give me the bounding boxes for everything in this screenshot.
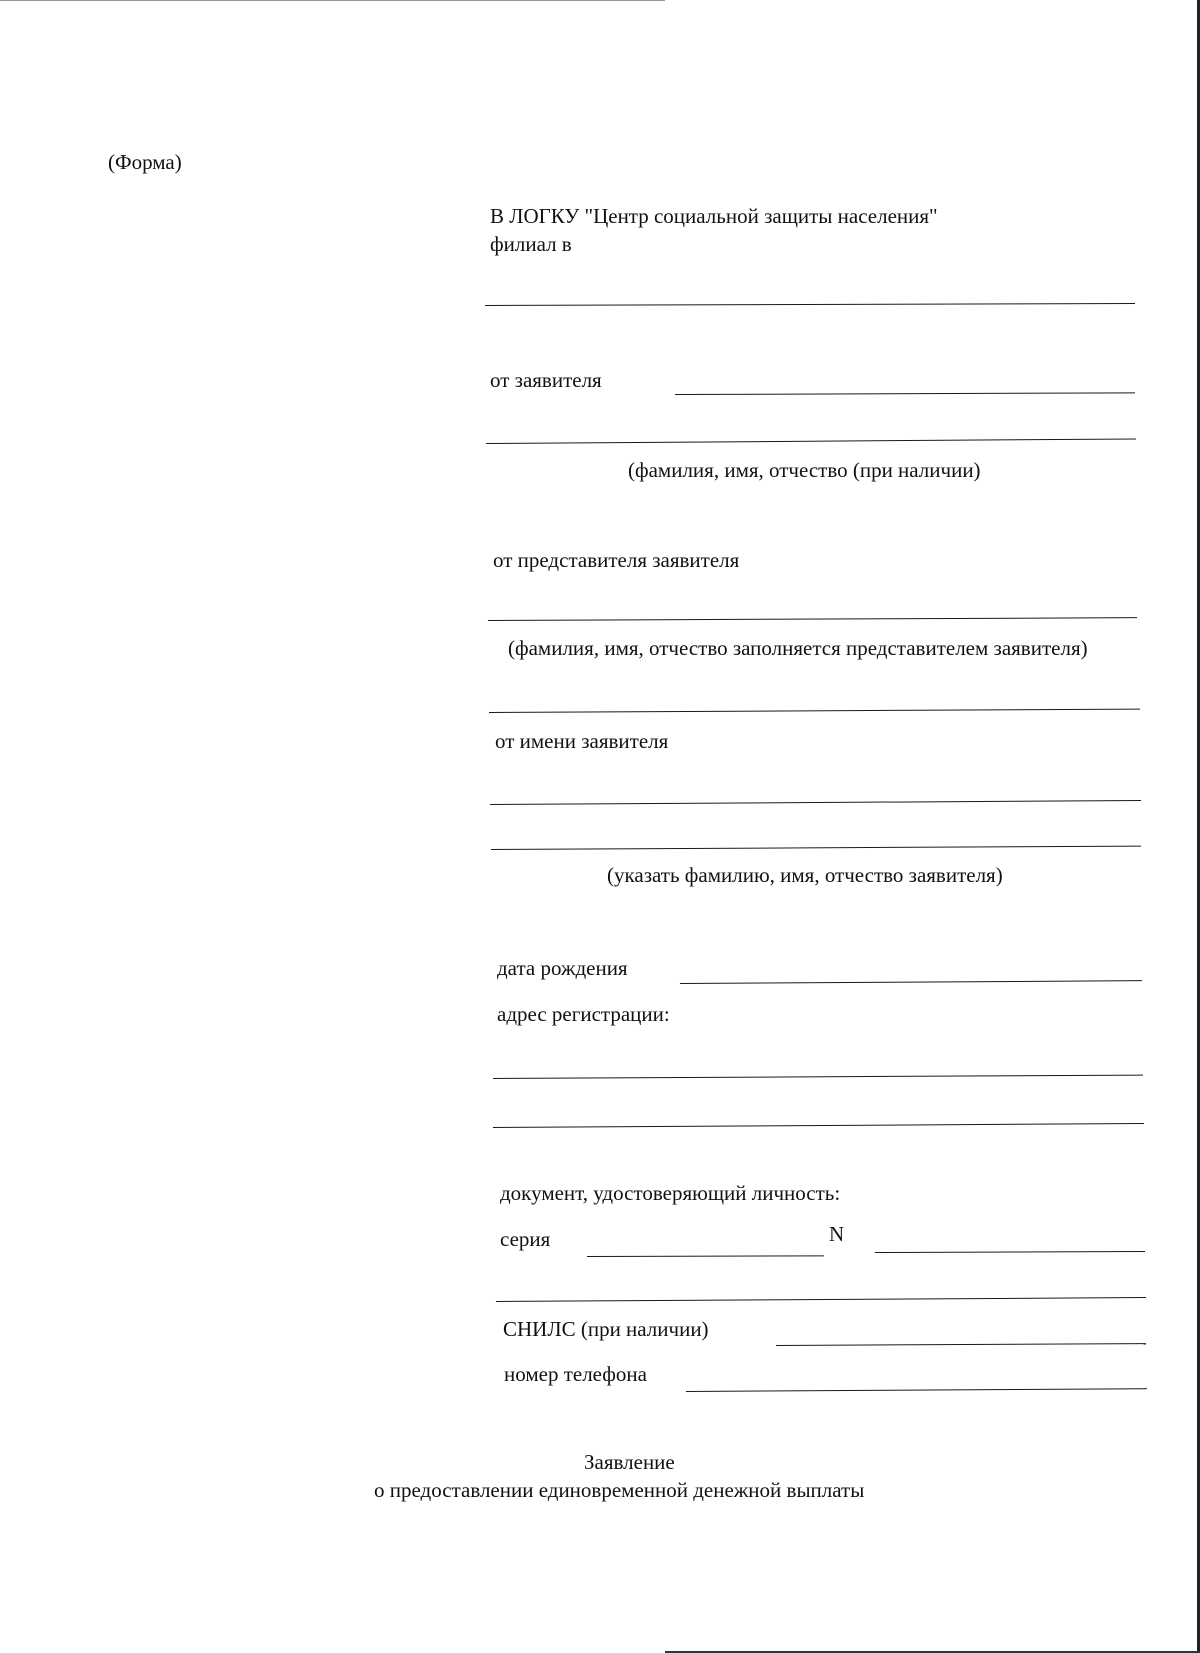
phone-fill-line[interactable]	[686, 1388, 1147, 1392]
document-fill-line[interactable]	[496, 1297, 1146, 1302]
identity-document-label: документ, удостоверяющий личность:	[500, 1181, 841, 1205]
scan-edge-top	[0, 0, 665, 1]
form-label: (Форма)	[108, 150, 182, 174]
number-fill-line[interactable]	[875, 1251, 1145, 1253]
series-fill-line[interactable]	[587, 1255, 824, 1257]
on-behalf-fill-line-2[interactable]	[491, 846, 1141, 850]
snils-label: СНИЛС (при наличии)	[503, 1317, 709, 1341]
from-representative-label: от представителя заявителя	[493, 548, 740, 572]
representative-fill-line-2[interactable]	[489, 709, 1140, 713]
representative-fill-line[interactable]	[488, 617, 1137, 621]
snils-fill-line[interactable]	[776, 1343, 1146, 1346]
registration-address-label: адрес регистрации:	[497, 1002, 670, 1026]
series-label: серия	[500, 1227, 551, 1251]
phone-label: номер телефона	[504, 1362, 647, 1386]
applicant-fill-line-1[interactable]	[675, 392, 1135, 395]
statement-subtitle: о предоставлении единовременной денежной выплаты	[374, 1478, 865, 1502]
representative-hint: (фамилия, имя, отчество заполняется представителем заявителя)	[508, 636, 1088, 660]
on-behalf-hint: (указать фамилию, имя, отчество заявителя)	[607, 863, 1003, 887]
recipient-line-1: В ЛОГКУ "Центр социальной защиты населения"	[490, 204, 938, 228]
address-fill-line-2[interactable]	[493, 1123, 1144, 1128]
birth-date-fill-line[interactable]	[680, 980, 1142, 984]
statement-title: Заявление	[584, 1450, 675, 1474]
birth-date-label: дата рождения	[497, 956, 628, 980]
from-applicant-label: от заявителя	[490, 368, 602, 392]
applicant-name-hint: (фамилия, имя, отчество (при наличии)	[628, 458, 981, 482]
number-sign: N	[829, 1222, 845, 1246]
on-behalf-fill-line-1[interactable]	[490, 800, 1141, 805]
applicant-fill-line-2[interactable]	[486, 438, 1136, 444]
address-fill-line-1[interactable]	[493, 1075, 1143, 1079]
branch-fill-line[interactable]	[485, 303, 1135, 306]
on-behalf-label: от имени заявителя	[495, 729, 669, 753]
recipient-line-2: филиал в	[490, 232, 572, 256]
